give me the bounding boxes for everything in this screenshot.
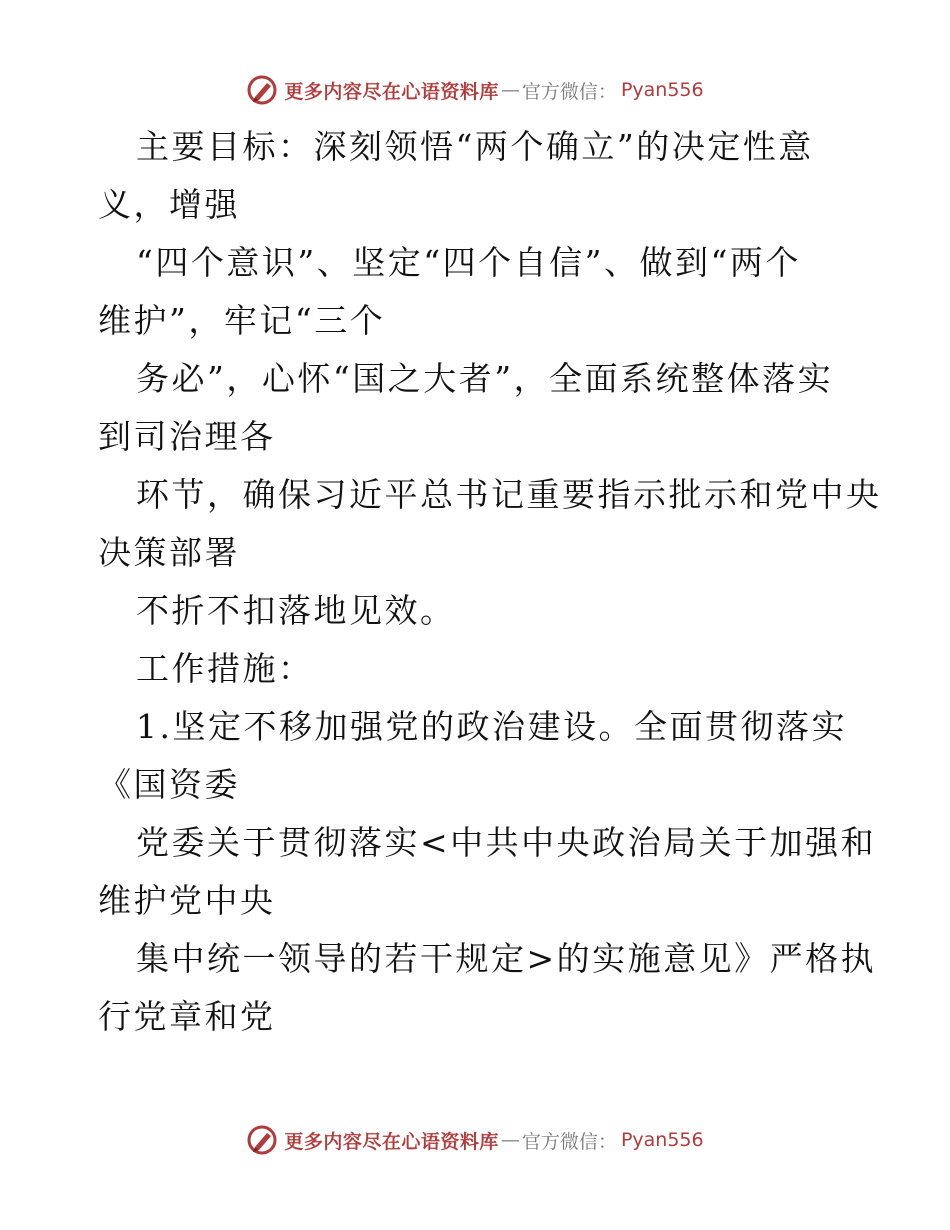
footer-watermark [0, 1120, 950, 1160]
pen-circle-logo-icon [246, 1124, 278, 1156]
watermark-text: 更多内容尽在心语资料库 [284, 1130, 499, 1153]
pen-circle-logo-icon [246, 74, 278, 106]
body-line: 主要目标：深刻领悟“两个确立”的决定性意 [136, 127, 814, 166]
watermark-separator: — [500, 79, 520, 101]
body-line: 维护党中央 [98, 881, 276, 920]
watermark-label: 官方微信： [521, 80, 617, 103]
body-line: 环节，确保习近平总书记重要指示批示和党中央 [136, 475, 882, 514]
watermark-label: 官方微信： [521, 1130, 617, 1153]
body-line: 务必”，心怀“国之大者”，全面系统整体落实 [136, 359, 834, 398]
watermark-id: Pyan556 [620, 1129, 704, 1151]
watermark-separator: — [500, 1129, 520, 1151]
watermark-id: Pyan556 [620, 79, 704, 101]
body-line: 行党章和党 [98, 997, 276, 1036]
body-line: 不折不扣落地见效。 [136, 591, 456, 630]
body-line: “四个意识”、坚定“四个自信”、做到“两个 [136, 243, 801, 282]
body-line: 维护”，牢记“三个 [98, 301, 386, 340]
watermark-text: 更多内容尽在心语资料库 [284, 80, 499, 103]
body-line: 义，增强 [98, 185, 240, 224]
body-line: 集中统一领导的若干规定>的实施意见》严格执 [136, 939, 877, 978]
body-line: 到司治理各 [98, 417, 276, 456]
body-line: 决策部署 [98, 533, 240, 572]
body-line: 党委关于贯彻落实<中共中央政治局关于加强和 [136, 823, 877, 862]
body-line: 1.坚定不移加强党的政治建设。全面贯彻落实 [136, 707, 847, 746]
header-watermark [0, 70, 950, 110]
body-line: 《国资委 [98, 765, 240, 804]
document-body [98, 118, 882, 1046]
body-line: 工作措施： [136, 649, 314, 688]
